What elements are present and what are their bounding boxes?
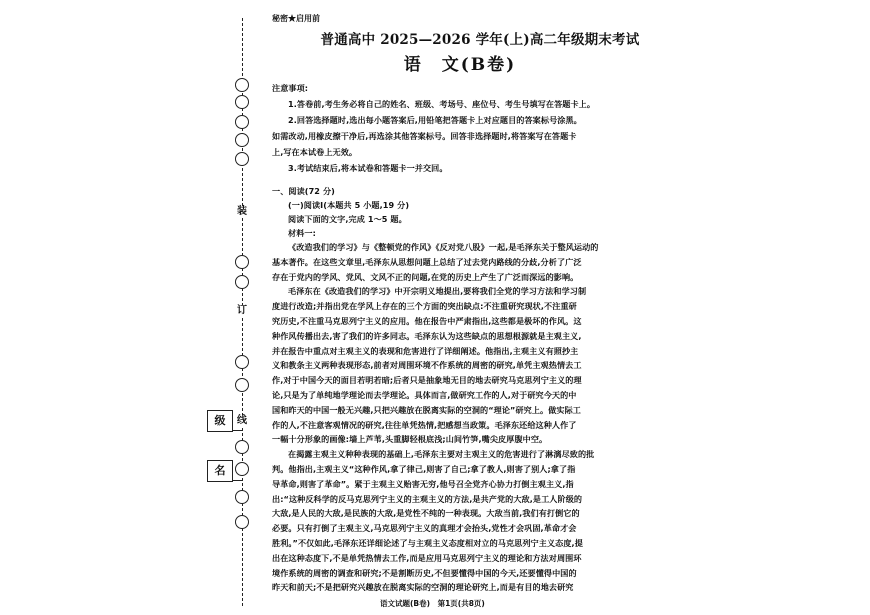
article-line: 导革命,则害了革命”。紧于主观主义贻害无穷,他号召全党齐心协力打倒主观主义,指 (272, 478, 574, 489)
subject-title: 语 文(B卷) (403, 55, 517, 75)
article-line: 毛泽东在《改造我们的学习》中开宗明义地提出,要将我们全党的学习方法和学习制 (288, 286, 587, 297)
article-line: 国和昨天的中国一般无兴趣,只把兴趣放在脱离实际的空洞的“理论”研究上。做实际工 (272, 404, 581, 415)
section-heading: 一、阅读(72 分) (272, 186, 335, 196)
notice-line: 2.回答选择题时,选出每小题答案后,用铅笔把答题卡上对应题目的答案标号涂黑。 (288, 115, 582, 125)
binding-hole (235, 78, 249, 92)
article-line: 度进行改造;并指出党在学风上存在的三个方面的突出缺点:不注重研究现状,不注重研 (272, 301, 577, 312)
binding-hole (235, 440, 249, 454)
binding-hole (235, 490, 249, 504)
article-line: 大敌,是人民的大敌,是民族的大敌,是党性不纯的一种表现。大敌当前,我们有打倒它的 (272, 508, 580, 519)
material-label: 材料一: (288, 228, 316, 238)
notice-line: 如需改动,用橡皮擦干净后,再选涂其他答案标号。回答非选择题时,将答案写在答题卡 (272, 131, 577, 141)
article-line: 胜利。”不仅如此,毛泽东还详细论述了与主观主义态度相对立的马克思列宁主义态度,提 (272, 538, 583, 548)
notice-line: 3.考试结束后,将本试卷和答题卡一并交回。 (288, 163, 448, 173)
binding-char-zhuang: 装 (237, 206, 247, 217)
article-line: 出在这种态度下,不是单凭热情去工作,而是应用马克思列宁主义的理论和方法对周围环 (272, 552, 582, 563)
article-line: 论,只是为了单纯地学理论而去学理论。具体而言,做研究工作的人,对于研究今天的中 (272, 390, 577, 400)
binding-hole (235, 355, 249, 369)
binding-hole (235, 152, 249, 166)
class-box: 级 (207, 410, 233, 432)
page-footer: 语文试题(B卷) 第1页(共8页) (380, 599, 485, 608)
notice-line: 1.答卷前,考生务必将自己的姓名、班级、考场号、座位号、考生号填写在答题卡上。 (288, 99, 596, 109)
article-line: 昨天和前天;不是把研究兴趣放在脱离实际的空洞的理论研究上,而是有目的地去研究 (272, 582, 574, 593)
notice-line: 上,写在本试卷上无效。 (272, 147, 358, 157)
article-line: 必要。只有打倒了主观主义,马克思列宁主义的真理才会抬头,党性才会巩固,革命才会 (272, 523, 577, 534)
article-line: 并在报告中重点对主观主义的表现和危害进行了详细阐述。他指出,主观主义有照抄主 (272, 345, 579, 356)
article-line: 《改造我们的学习》与《整顿党的作风》《反对党八股》一起,是毛泽东关于整风运动的 (288, 242, 599, 252)
article-line: 义和教条主义两种表现形态,前者对周围环境不作系统的周密的研究,单凭主观热情去工 (272, 360, 582, 371)
article-line: 判。他指出,主观主义“这种作风,拿了律己,则害了自己;拿了教人,则害了别人;拿了指 (272, 464, 576, 474)
sub-section-heading: (一)阅读Ⅰ(本题共 5 小题,19 分) (288, 200, 410, 210)
binding-char-ding: 订 (237, 305, 247, 316)
binding-hole (235, 378, 249, 392)
binding-hole (235, 95, 249, 109)
name-box: 名 (207, 460, 233, 482)
binding-hole (235, 275, 249, 289)
notice-heading: 注意事项: (272, 83, 309, 93)
instruction: 阅读下面的文字,完成 1～5 题。 (288, 214, 407, 224)
exam-title: 普通高中 2025—2026 学年(上)高二年级期末考试 (320, 32, 640, 48)
binding-char-xian: 线 (237, 415, 247, 426)
binding-hole (235, 462, 249, 476)
article-line: 基本著作。在这些文章里,毛泽东从思想问题上总结了过去党内路线的分歧,分析了广泛 (272, 256, 582, 267)
article-line: 种作风传播出去,害了我们的许多同志。毛泽东认为这些缺点的思想根源就是主观主义, (272, 330, 582, 341)
binding-hole (235, 115, 249, 129)
article-line: 境作系统的周密的调查和研究;不是割断历史,不但要懂得中国的今天,还要懂得中国的 (272, 567, 577, 578)
article-line: 作,对于中国今天的面目若明若暗;后者只是抽象地无目的地去研究马克思列宁主义的理 (272, 375, 582, 386)
class-fill-line (232, 430, 242, 431)
article-line: 作的人,不注意客观情况的研究,往往单凭热情,把感想当政策。毛泽东还给这种人作了 (272, 419, 577, 430)
article-line: 一幅十分形象的画像:墙上芦苇,头重脚轻根底浅;山间竹笋,嘴尖皮厚腹中空。 (272, 434, 548, 445)
binding-hole (235, 255, 249, 269)
article-line: 在揭露主观主义种种表现的基础上,毛泽东主要对主观主义的危害进行了淋漓尽致的批 (288, 449, 595, 460)
article-line: 出:“这种反科学的反马克思列宁主义的主观主义的方法,是共产党的大敌,是工人阶级的 (272, 493, 583, 504)
article-line: 存在于党内的学风、党风、文风不正的问题,在党的历史上产生了广泛而深远的影响。 (272, 271, 579, 282)
article-line: 究历史,不注重马克思列宁主义的应用。他在报告中严肃指出,这些都是极坏的作风。这 (272, 316, 582, 326)
binding-hole (235, 515, 249, 529)
binding-hole (235, 133, 249, 147)
secrecy-label: 秘密★启用前 (272, 13, 320, 23)
name-fill-line (232, 480, 242, 481)
